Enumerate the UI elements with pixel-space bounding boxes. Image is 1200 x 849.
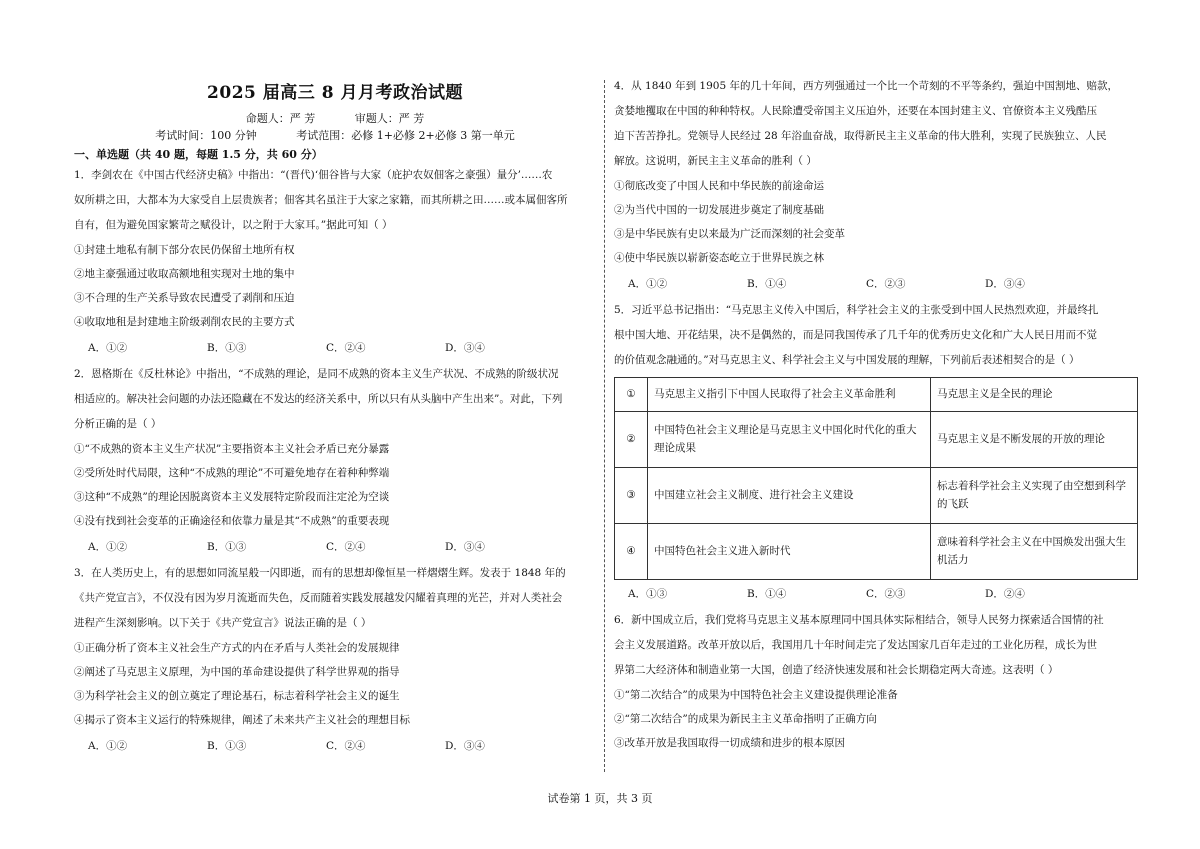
answer-choices [614,580,1138,608]
row-number: ① [615,378,648,412]
page-footer: 试卷第 1 页，共 3 页 [547,792,653,805]
choice-b: B．①③ [207,541,247,554]
option-statement: ①封建土地私有制下部分农民仍保留土地所有权 [74,244,295,257]
choice-d: D．③④ [445,740,485,753]
row-number: ③ [615,468,648,524]
option-statement: ③为科学社会主义的创立奠定了理论基石，标志着科学社会主义的诞生 [74,690,400,703]
right-column [614,74,1138,755]
choice-d: D．③④ [985,278,1025,290]
option-statement: ④揭示了资本主义运行的特殊规律，阐述了未来共产主义社会的理想目标 [74,714,410,727]
table-row [615,468,1138,524]
question-5 [614,298,1138,608]
choice-c: C．②③ [866,588,906,600]
question-text: 相适应的。解决社会问题的办法还隐藏在不发达的经济关系中，所以只有从头脑中产生出来”。对此，下列 [74,393,563,406]
answer-choices [74,533,596,561]
question-text: 5．习近平总书记指出：“马克思主义传入中国后，科学社会主义的主张受到中国人民热烈欢迎，并最终扎 [614,304,1099,316]
choice-a: A．①③ [628,588,668,600]
choice-b: B．①③ [207,740,247,753]
table-row [615,378,1138,412]
question-text: 《共产党宣言》，不仅没有因为岁月流逝而失色，反而随着实践发展越发闪耀着真理的光芒，并对人类社会 [74,592,563,605]
exam-scope: 考试范围：必修 1+必修 2+必修 3 第一单元 [296,129,515,143]
question-text: 界第二大经济体和制造业第一大国，创造了经济快速发展和社会长期稳定两大奇迹。这表明（ ） [614,664,1059,676]
question-text: 3．在人类历史上，有的思想如同流星般一闪即逝，而有的思想却像恒星一样熠熠生辉。发表于 1848 年的 [74,567,566,580]
option-statement: ②“第二次结合”的成果为新民主主义革命指明了正确方向 [614,713,877,725]
table-cell-right: 马克思主义是全民的理论 [931,378,1138,412]
option-statement: ③是中华民族有史以来最为广泛而深刻的社会变革 [614,228,845,240]
choice-d: D．③④ [445,342,485,355]
question-4 [614,74,1138,298]
comparison-table [614,377,1138,580]
question-text: 6．新中国成立后，我们党将马克思主义基本原理同中国具体实际相结合，领导人民努力探索适合国情的社 [614,614,1104,626]
option-statement: ④收取地租是封建地主阶级剥削农民的主要方式 [74,316,295,329]
reviewer: 审题人：严 芳 [354,112,425,126]
question-text: 的价值观念融通的。”对马克思主义、科学社会主义与中国发展的理解，下列前后表述相契合的是（ ） [614,354,1080,366]
option-statement: ③不合理的生产关系导致农民遭受了剥削和压迫 [74,292,295,305]
answer-choices [74,732,596,760]
table-cell-left: 中国建立社会主义制度、进行社会主义建设 [648,468,931,524]
question-text: 进程产生深刻影响。以下关于《共产党宣言》说法正确的是（ ） [74,617,372,630]
choice-a: A．①② [88,342,128,355]
question-text: 根中国大地、开花结果，决不是偶然的，而是同我国传承了几千年的优秀历史文化和广大人民日用而不觉 [614,329,1097,341]
table-cell-right: 标志着科学社会主义实现了由空想到科学的飞跃 [931,468,1138,524]
option-statement: ③改革开放是我国取得一切成绩和进步的根本原因 [614,737,845,749]
choice-d: D．②④ [985,588,1025,600]
question-2 [74,362,596,561]
question-text: 解放。这说明，新民主主义革命的胜利（ ） [614,155,817,167]
question-text: 自有，但为避免国家繁苛之赋役计，以之附于大家耳。”据此可知（ ） [74,219,393,232]
option-statement: ②受所处时代局限，这种“不成熟的理论”不可避免地存在着种种弊端 [74,467,390,480]
question-text: 4．从 1840 年到 1905 年的几十年间，西方列强通过一个比一个苛刻的不平等条约，强迫中国割地、赔款， [614,80,1118,92]
table-cell-left: 马克思主义指引下中国人民取得了社会主义革命胜利 [648,378,931,412]
option-statement: ②阐述了马克思主义原理，为中国的革命建设提供了科学世界观的指导 [74,666,400,679]
choice-d: D．③④ [445,541,485,554]
table-cell-right: 马克思主义是不断发展的开放的理论 [931,412,1138,468]
option-statement: ①正确分析了资本主义社会生产方式的内在矛盾与人类社会的发展规律 [74,642,400,655]
exam-info [74,127,596,144]
left-column [74,74,596,760]
answer-choices [614,270,1138,298]
question-6 [614,608,1138,755]
question-text: 奴所耕之田，大都本为大家受自上层贵族者；佃客其名虽注于大家之家籍，而其所耕之田……或本属佃客所 [74,194,568,207]
table-row [615,524,1138,580]
choice-c: C．②③ [866,278,906,290]
option-statement: ①“不成熟的资本主义生产状况”主要指资本主义社会矛盾已充分暴露 [74,443,390,456]
question-3 [74,561,596,760]
question-1 [74,163,596,362]
table-cell-left: 中国特色社会主义理论是马克思主义中国化时代化的重大理论成果 [648,412,931,468]
row-number: ② [615,412,648,468]
table-cell-left: 中国特色社会主义进入新时代 [648,524,931,580]
option-statement: ②地主豪强通过收取高额地租实现对土地的集中 [74,268,295,281]
choice-c: C．②④ [326,740,366,753]
column-divider [604,80,605,772]
question-text: 贪婪地攫取在中国的种种特权。人民除遭受帝国主义压迫外，还要在本国封建主义、官僚资本主义残酷压 [614,105,1097,117]
choice-a: A．①② [88,541,128,554]
option-statement: ②为当代中国的一切发展进步奠定了制度基础 [614,204,824,216]
option-statement: ③这种“不成熟”的理论因脱离资本主义发展特定阶段而注定沦为空谈 [74,491,390,504]
question-text: 分析正确的是（ ） [74,418,162,431]
question-text: 1．李剑农在《中国古代经济史稿》中指出：“(晋代)‘佃谷皆与大家（庇护农奴佃客之豪强）量分’……农 [74,169,553,182]
page-title: 2025 届高三 8 月月考政治试题 [207,83,463,103]
choice-a: A．①② [628,278,668,290]
table-cell-right: 意味着科学社会主义在中国焕发出强大生机活力 [931,524,1138,580]
option-statement: ④没有找到社会变革的正确途径和依靠力量是其“不成熟”的重要表现 [74,515,390,528]
table-row [615,412,1138,468]
section-heading: 一、单选题（共 40 题，每题 1.5 分，共 60 分） [74,148,323,162]
choice-b: B．①③ [207,342,247,355]
row-number: ④ [615,524,648,580]
choice-a: A．①② [88,740,128,753]
option-statement: ①“第二次结合”的成果为中国特色社会主义建设提供理论准备 [614,689,898,701]
exam-time: 考试时间：100 分钟 [155,129,257,143]
question-text: 2．恩格斯在《反杜林论》中指出，“不成熟的理论，是同不成熟的资本主义生产状况、不成熟的阶级状况 [74,368,559,381]
choice-b: B．①④ [747,588,787,600]
question-text: 会主义发展道路。改革开放以后，我国用几十年时间走完了发达国家几百年走过的工业化历程，成长为世 [614,639,1097,651]
choice-c: C．②④ [326,342,366,355]
question-text: 迫下苦苦挣扎。党领导人民经过 28 年浴血奋战，取得新民主主义革命的伟大胜利，实现了民族独立、人民 [614,130,1107,142]
exam-authors [74,110,596,127]
author: 命题人：严 芳 [245,112,316,126]
answer-choices [74,334,596,362]
choice-b: B．①④ [747,278,787,290]
option-statement: ①彻底改变了中国人民和中华民族的前途命运 [614,180,824,192]
choice-c: C．②④ [326,541,366,554]
option-statement: ④使中华民族以崭新姿态屹立于世界民族之林 [614,252,824,264]
